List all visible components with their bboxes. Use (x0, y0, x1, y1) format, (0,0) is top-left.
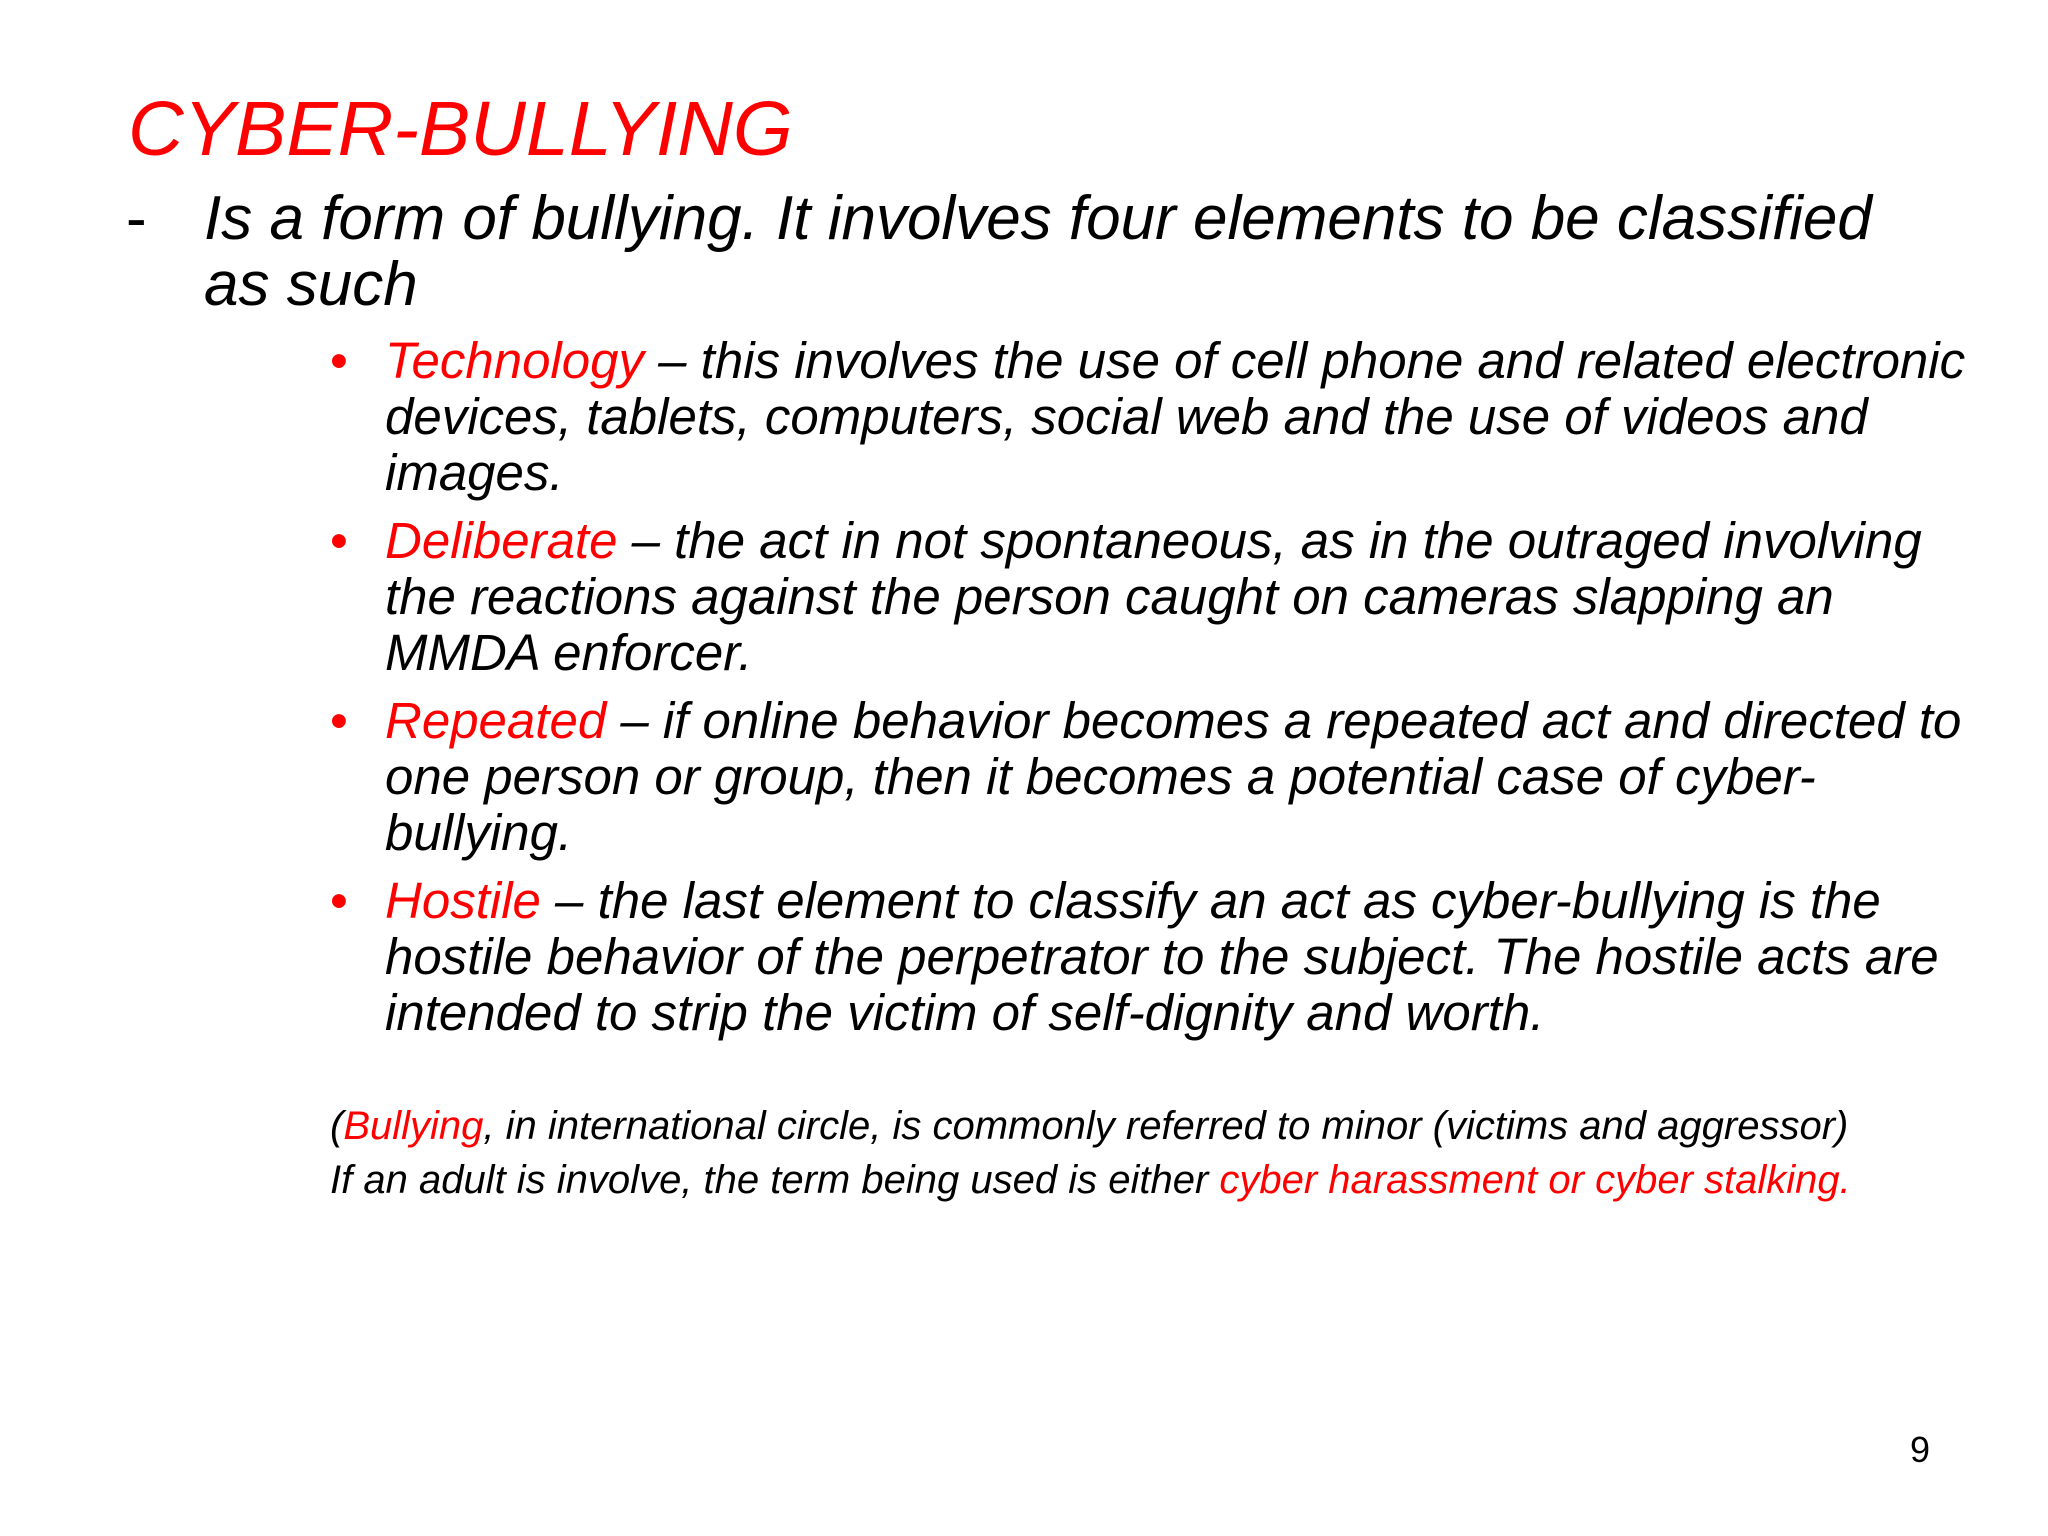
desc-technology: – this involves the use of cell phone and related electronic devices, tablets, computers, social web and the use of videos and images. (385, 332, 1966, 501)
note-bullying-open: ( (330, 1104, 344, 1148)
note-adult-highlight: cyber harassment or cyber stalking. (1219, 1158, 1851, 1202)
bullet-dot-icon: • (330, 872, 348, 929)
note-adult-lead: If an adult is involve, the term being used is either (330, 1158, 1220, 1202)
bullet-dot-icon: • (330, 692, 348, 749)
note-bullying-term: Bullying (343, 1104, 484, 1148)
note-bullying (330, 1104, 1970, 1148)
term-repeated: Repeated (385, 692, 607, 749)
lead-paragraph (126, 186, 1946, 318)
desc-deliberate: – the act in not spontaneous, as in the outraged involving the reactions against the person caught on cameras slapping an MMDA enforcer. (385, 512, 1922, 681)
term-hostile: Hostile (385, 872, 541, 929)
list-item-technology (330, 333, 1970, 501)
note-bullying-rest: , in international circle, is commonly referred to minor (victims and aggressor) (483, 1104, 1849, 1148)
elements-list (330, 333, 1970, 1053)
desc-repeated: – if online behavior becomes a repeated act and directed to one person or group, then it becomes a potential case of cyber-bullying. (385, 692, 1962, 861)
note-adult (330, 1158, 1970, 1202)
list-item-hostile (330, 873, 1970, 1041)
page-number: 9 (1910, 1429, 1931, 1470)
slide-title: CYBER-BULLYING (128, 86, 793, 172)
term-technology: Technology (385, 332, 644, 389)
list-item-repeated (330, 693, 1970, 861)
notes-block (330, 1104, 1970, 1212)
list-item-deliberate (330, 513, 1970, 681)
bullet-dot-icon: • (330, 512, 348, 569)
lead-text: Is a form of bullying. It involves four elements to be classified as such (204, 184, 1872, 319)
lead-dash-marker: - (126, 184, 147, 253)
term-deliberate: Deliberate (385, 512, 618, 569)
bullet-dot-icon: • (330, 332, 348, 389)
desc-hostile: – the last element to classify an act as cyber-bullying is the hostile behavior of the perpetrator to the subject. The hostile acts are intended to strip the victim of self-dignity and worth. (385, 872, 1939, 1041)
